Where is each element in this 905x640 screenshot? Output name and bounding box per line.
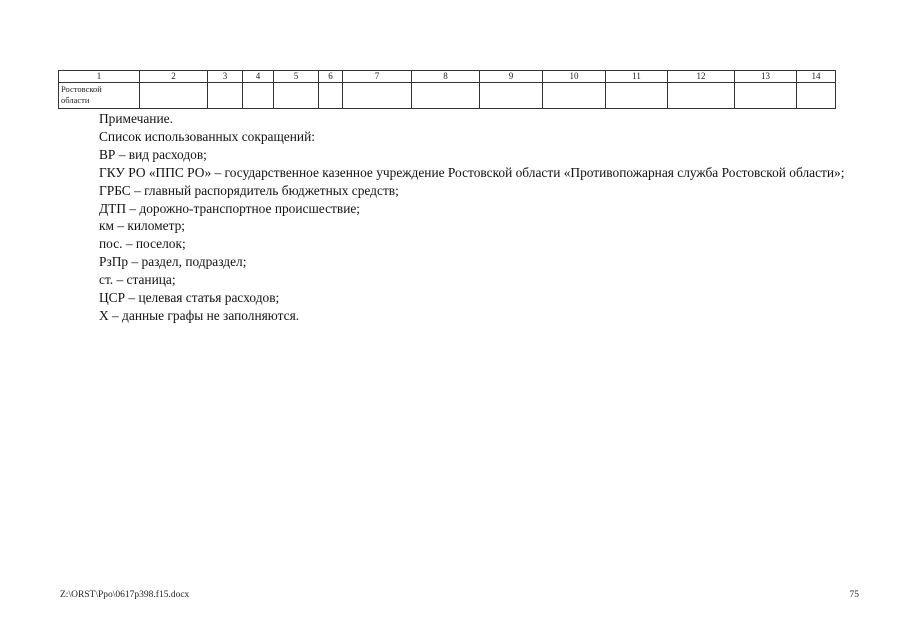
column-number-cell: 6 xyxy=(319,71,343,83)
column-number-cell: 3 xyxy=(208,71,243,83)
column-number-cell: 14 xyxy=(797,71,836,83)
column-number-cell: 2 xyxy=(140,71,208,83)
table-cell xyxy=(797,83,836,109)
table-cell xyxy=(343,83,412,109)
column-number-cell: 12 xyxy=(668,71,735,83)
page-number: 75 xyxy=(849,590,859,600)
column-number-cell: 13 xyxy=(735,71,797,83)
table-cell xyxy=(668,83,735,109)
abbreviation-item: пос. – поселок; xyxy=(99,236,186,252)
table-cell xyxy=(412,83,480,109)
table-cell xyxy=(243,83,274,109)
abbreviation-item: ГКУ РО «ППС РО» – государственное казенное учреждение Ростовской области «Противопожарная служба Ростовской области»; xyxy=(99,164,845,180)
abbreviation-item: Х – данные графы не заполняются. xyxy=(99,307,300,323)
table-cell xyxy=(735,83,797,109)
table-header-row xyxy=(59,71,836,83)
abbreviation-item: км – километр; xyxy=(99,218,186,234)
table-cell xyxy=(319,83,343,109)
abbreviation-item: ЦСР – целевая статья расходов; xyxy=(99,290,280,306)
table-row xyxy=(59,83,836,109)
column-number-cell: 4 xyxy=(243,71,274,83)
abbreviation-item: ст. – станица; xyxy=(99,272,176,288)
table-cell xyxy=(274,83,319,109)
file-path-footer: Z:\ORST\Ppo\0617p398.f15.docx xyxy=(60,590,190,600)
column-number-cell: 7 xyxy=(343,71,412,83)
abbreviations-heading: Список использованных сокращений: xyxy=(99,128,315,144)
region-label-cell: Ростовской области xyxy=(59,83,140,109)
abbreviation-item: ГРБС – главный распорядитель бюджетных средств; xyxy=(99,182,399,198)
table-cell xyxy=(208,83,243,109)
note-title: Примечание. xyxy=(99,111,173,126)
table-cell xyxy=(140,83,208,109)
table-cell xyxy=(606,83,668,109)
column-number-cell: 9 xyxy=(480,71,543,83)
table-cell xyxy=(543,83,606,109)
table-cell xyxy=(480,83,543,109)
notes-section xyxy=(60,110,859,325)
abbreviation-item: ДТП – дорожно-транспортное происшествие; xyxy=(99,200,361,216)
abbreviation-item: РзПр – раздел, подраздел; xyxy=(99,254,247,270)
abbreviation-item: ВР – вид расходов; xyxy=(99,146,207,162)
column-number-cell: 1 xyxy=(59,71,140,83)
column-number-cell: 5 xyxy=(274,71,319,83)
column-number-cell: 10 xyxy=(543,71,606,83)
column-number-cell: 11 xyxy=(606,71,668,83)
column-number-cell: 8 xyxy=(412,71,480,83)
data-table xyxy=(58,70,836,109)
